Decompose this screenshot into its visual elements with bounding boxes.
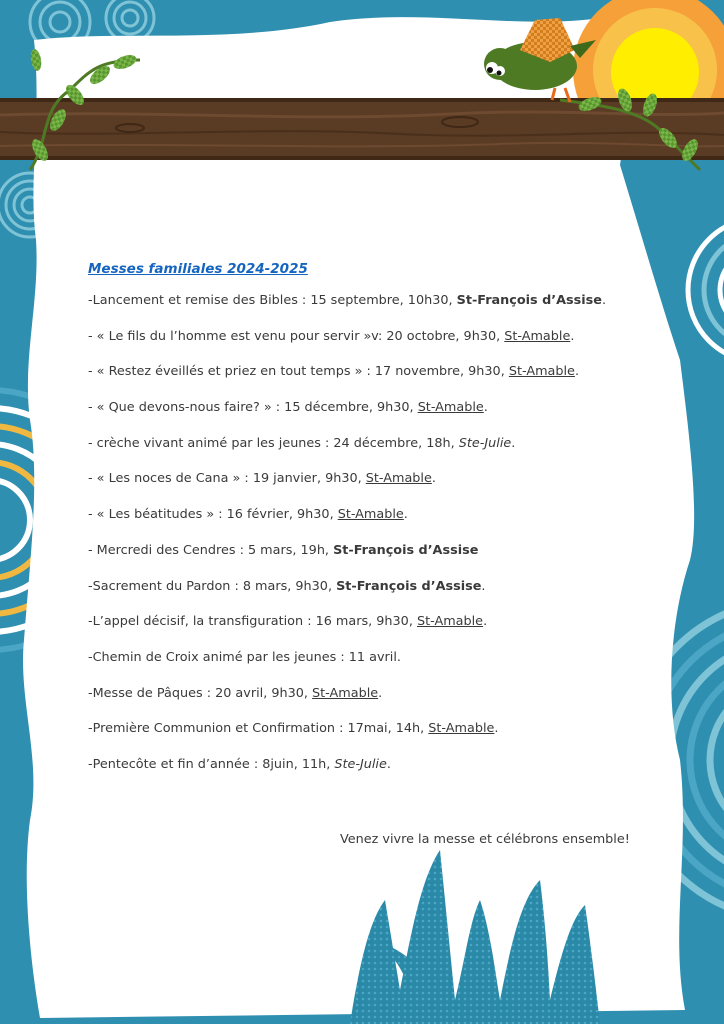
- page-title: Messes familiales 2024-2025: [88, 261, 308, 277]
- event-description: - « Les noces de Cana » : 19 janvier, 9h30,: [88, 471, 366, 487]
- event-description: -Pentecôte et fin d’année : 8juin, 11h,: [88, 756, 335, 772]
- event-list-item: [88, 328, 648, 364]
- event-list-item: [88, 685, 648, 721]
- event-description: -Chemin de Croix animé par les jeunes : 11 avril.: [88, 649, 401, 665]
- event-end-punctuation: .: [483, 400, 488, 416]
- event-description: - « Restez éveillés et priez en tout temps » : 17 novembre, 9h30,: [88, 364, 509, 380]
- event-description: -Messe de Pâques : 20 avril, 9h30,: [88, 685, 313, 701]
- event-end-punctuation: .: [570, 328, 575, 344]
- event-location: St-François d’Assise: [456, 293, 602, 308]
- event-description: - « Le fils du l’homme est venu pour servir »v: 20 octobre, 9h30,: [88, 328, 505, 344]
- event-list-item: [88, 542, 648, 578]
- event-location: St-François d’Assise: [333, 542, 479, 558]
- wood-plank: [0, 98, 724, 160]
- event-end-punctuation: .: [511, 435, 516, 451]
- event-location: St-Amable: [508, 364, 575, 380]
- event-end-punctuation: .: [494, 721, 499, 737]
- event-location: St-Amable: [365, 471, 432, 487]
- event-end-punctuation: .: [403, 507, 408, 523]
- event-list: [88, 292, 648, 792]
- event-list-item: [88, 363, 648, 399]
- event-description: - « Que devons-nous faire? » : 15 décembre, 9h30,: [88, 400, 418, 416]
- event-location: St-Amable: [428, 721, 495, 737]
- event-description: -Sacrement du Pardon : 8 mars, 9h30,: [88, 578, 337, 594]
- event-location: St-Amable: [504, 328, 571, 344]
- event-list-section: [88, 260, 648, 792]
- event-list-item: [88, 470, 648, 506]
- event-end-punctuation: .: [601, 293, 607, 308]
- event-list-item: [88, 720, 648, 756]
- event-list-item: [88, 435, 648, 471]
- event-list-item: [88, 613, 648, 649]
- event-location: Ste-Julie: [458, 435, 512, 451]
- event-end-punctuation: .: [481, 578, 486, 594]
- event-location: St-Amable: [337, 507, 404, 523]
- event-end-punctuation: .: [378, 685, 383, 701]
- event-list-item: [88, 649, 648, 685]
- event-list-item: [88, 578, 648, 614]
- event-end-punctuation: .: [386, 756, 391, 772]
- event-description: - Mercredi des Cendres : 5 mars, 19h,: [88, 542, 334, 558]
- event-end-punctuation: .: [431, 471, 436, 487]
- event-description: -Première Communion et Confirmation : 17mai, 14h,: [88, 721, 429, 737]
- event-description: -L’appel décisif, la transfiguration : 16 mars, 9h30,: [88, 614, 417, 630]
- event-list-item: [88, 399, 648, 435]
- event-location: Ste-Julie: [334, 756, 387, 772]
- event-end-punctuation: .: [483, 614, 488, 630]
- event-description: - crèche vivant animé par les jeunes : 24 décembre, 18h,: [88, 435, 459, 451]
- event-description: -Lancement et remise des Bibles : 15 septembre, 10h30,: [88, 293, 457, 308]
- event-location: St-Amable: [312, 685, 379, 701]
- event-list-item: [88, 756, 648, 792]
- event-list-item: [88, 292, 648, 328]
- event-location: St-Amable: [416, 614, 484, 630]
- event-end-punctuation: .: [574, 364, 580, 380]
- event-list-item: [88, 506, 648, 542]
- event-location: St-François d’Assise: [336, 578, 482, 594]
- event-location: St-Amable: [417, 400, 484, 416]
- event-description: - « Les béatitudes » : 16 février, 9h30,: [88, 507, 338, 523]
- closing-message: Venez vivre la messe et célébrons ensemble!: [340, 832, 630, 847]
